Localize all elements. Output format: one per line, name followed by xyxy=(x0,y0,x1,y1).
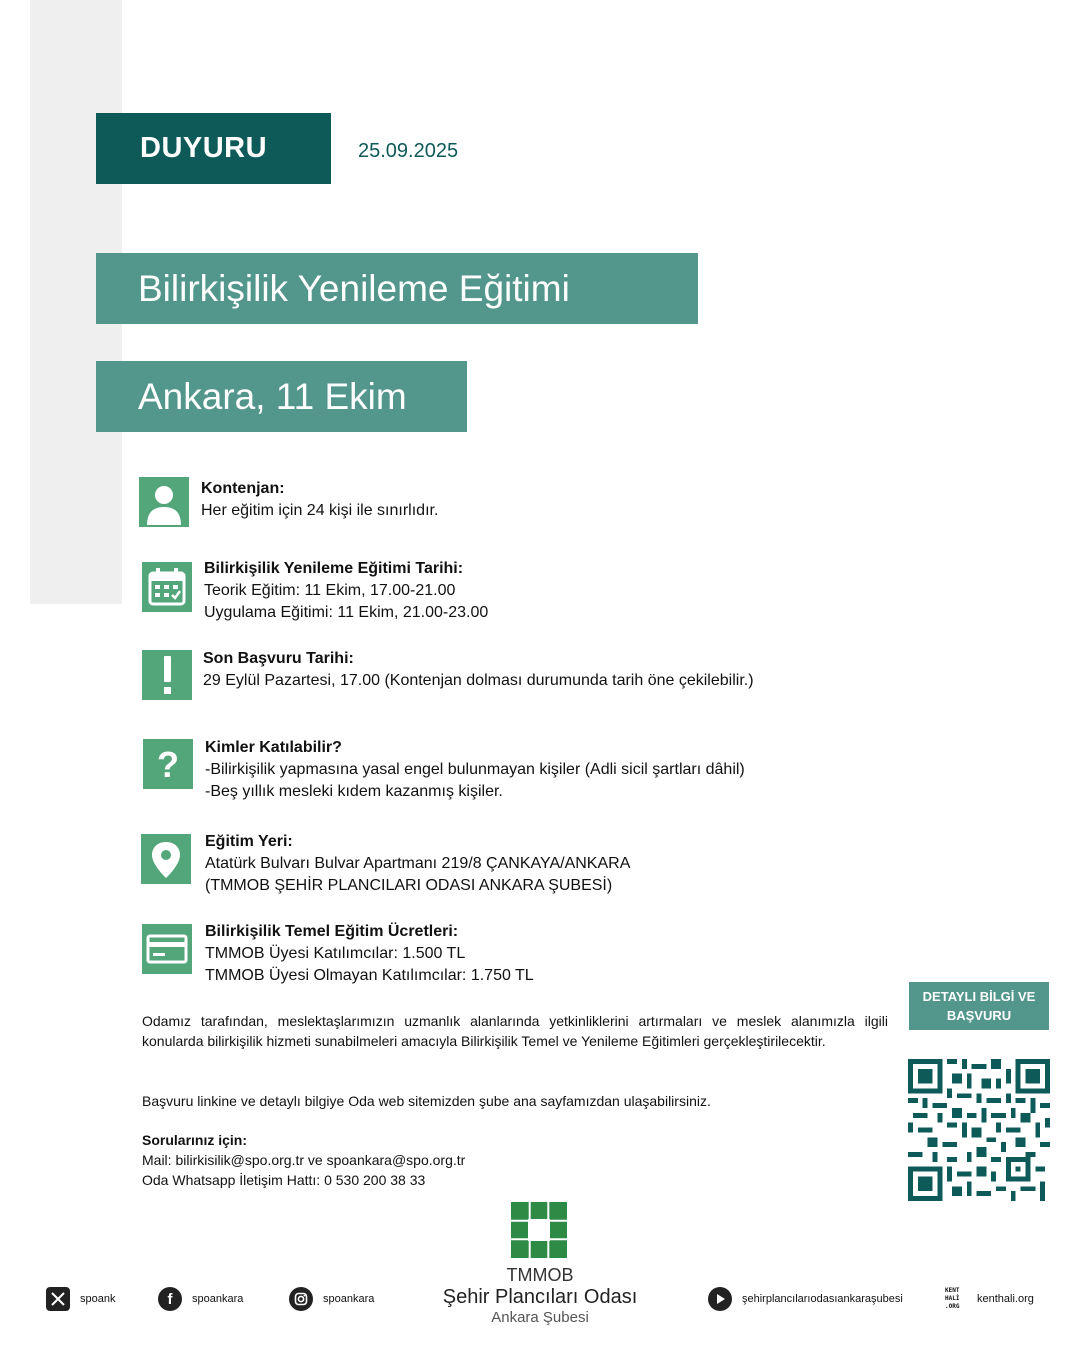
capacity-heading: Kontenjan: xyxy=(201,480,285,497)
x-link[interactable] xyxy=(46,1287,115,1311)
practice-training-date: Uygulama Eğitimi: 11 Ekim, 21.00-23.00 xyxy=(204,604,489,621)
venue-organization: (TMMOB ŞEHİR PLANCILARI ODASI ANKARA ŞUBESİ) xyxy=(205,877,613,894)
exclamation-icon xyxy=(142,650,192,700)
fee-member: TMMOB Üyesi Katılımcılar: 1.500 TL xyxy=(205,945,466,962)
logo-line-2: Şehir Plancıları Odası xyxy=(442,1286,638,1308)
fees-heading: Bilirkişilik Temel Eğitim Ücretleri: xyxy=(205,923,459,940)
training-dates-heading: Bilirkişilik Yenileme Eğitimi Tarihi: xyxy=(204,560,464,577)
location-pin-icon xyxy=(141,834,191,884)
eligibility-info xyxy=(205,737,745,803)
venue-heading: Eğitim Yeri: xyxy=(205,833,293,850)
kenthali-link[interactable] xyxy=(945,1287,1034,1311)
fees-info xyxy=(205,921,534,987)
logo-line-3: Ankara Şubesi xyxy=(491,1309,589,1326)
capacity-text: Her eğitim için 24 kişi ile sınırlıdır. xyxy=(201,502,439,519)
title-text: Bilirkişilik Yenileme Eğitimi xyxy=(138,267,570,309)
page-title xyxy=(96,253,698,324)
eligibility-line-1: -Bilirkişilik yapmasına yasal engel bulunmayan kişiler (Adli sicil şartları dâhil) xyxy=(205,761,745,778)
eligibility-heading: Kimler Katılabilir? xyxy=(205,739,342,756)
youtube-handle: şehirplancılarıodasıankaraşubesi xyxy=(742,1293,903,1305)
tag-label: DUYURU xyxy=(140,132,268,164)
location-date-banner xyxy=(96,361,467,432)
logo-line-1: TMMOB xyxy=(506,1265,574,1285)
venue-info xyxy=(205,831,630,897)
youtube-link[interactable] xyxy=(708,1287,903,1311)
spo-logo xyxy=(511,1202,567,1258)
deadline-text: 29 Eylül Pazartesi, 17.00 (Kontenjan dolması durumunda tarih öne çekilebilir.) xyxy=(203,672,754,689)
kenthali-url: kenthali.org xyxy=(977,1293,1034,1305)
theory-training-date: Teorik Eğitim: 11 Ekim, 17.00-21.00 xyxy=(204,582,456,599)
cta-line-2: BAŞVURU xyxy=(946,1008,1012,1023)
kenthali-badge-text: KENT HALİ .ORG xyxy=(945,1287,960,1310)
contact-mail: Mail: bilirkisilik@spo.org.tr ve spoankara@spo.org.tr xyxy=(142,1152,466,1168)
deadline-heading: Son Başvuru Tarihi: xyxy=(203,650,354,667)
organization-name xyxy=(430,1265,650,1327)
announcement-tag xyxy=(96,113,331,184)
venue-address: Atatürk Bulvarı Bulvar Apartmanı 219/8 ÇANKAYA/ANKARA xyxy=(205,855,631,872)
cta-line-1: DETAYLI BİLGİ VE xyxy=(922,989,1036,1004)
credit-card-icon xyxy=(142,924,192,974)
training-dates-info xyxy=(204,558,488,624)
calendar-icon xyxy=(142,562,192,612)
deadline-info xyxy=(203,648,754,692)
contact-whatsapp: Oda Whatsapp İletişim Hattı: 0 530 200 38 33 xyxy=(142,1172,426,1188)
x-handle: spoank xyxy=(80,1293,116,1305)
question-icon xyxy=(143,739,193,789)
detail-apply-button[interactable] xyxy=(909,982,1049,1030)
facebook-link[interactable] xyxy=(158,1287,243,1311)
x-icon xyxy=(46,1287,70,1311)
instagram-link[interactable] xyxy=(289,1287,374,1311)
instagram-icon xyxy=(289,1287,313,1311)
facebook-handle: spoankara xyxy=(192,1293,244,1305)
eligibility-line-2: -Beş yıllık mesleki kıdem kazanmış kişiler. xyxy=(205,783,503,800)
svg-text:?: ? xyxy=(157,744,179,785)
instagram-handle: spoankara xyxy=(323,1293,375,1305)
fee-non-member: TMMOB Üyesi Olmayan Katılımcılar: 1.750 TL xyxy=(205,967,534,984)
contact-block xyxy=(142,1130,888,1190)
intro-paragraph: Odamız tarafından, meslektaşlarımızın uzmanlık alanlarında yetkinliklerini artırmaları ve meslek alanımızla ilgili konularda bilirkişilik hizmeti sunabilmeleri amacıyla Bilirkişilik Temel ve Yenileme Eğitimleri gerçekleştirilecektir. xyxy=(142,1013,888,1049)
youtube-icon xyxy=(708,1287,732,1311)
person-icon xyxy=(139,477,189,527)
contact-heading: Sorularınız için: xyxy=(142,1132,248,1148)
info-paragraph: Başvuru linkine ve detaylı bilgiye Oda web sitemizden şube ana sayfamızdan ulaşabilirsiniz. xyxy=(142,1093,711,1109)
facebook-icon: f xyxy=(158,1287,182,1311)
announcement-date: 25.09.2025 xyxy=(358,140,459,162)
qr-code[interactable] xyxy=(908,1059,1050,1201)
capacity-info xyxy=(201,478,438,522)
kenthali-icon xyxy=(945,1287,969,1311)
subtitle-text: Ankara, 11 Ekim xyxy=(138,375,407,417)
